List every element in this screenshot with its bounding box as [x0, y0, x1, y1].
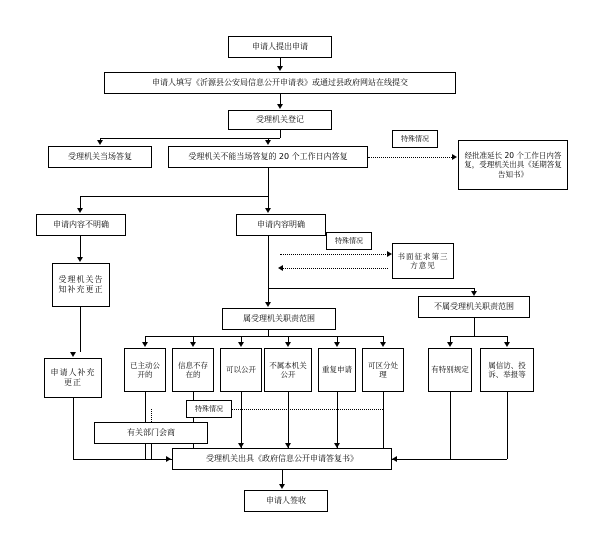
annotation-special-case-2: 特殊情况 — [326, 232, 372, 250]
arrowhead-n1-n2 — [277, 66, 283, 71]
node-content-clear: 申请内容明确 — [236, 214, 326, 236]
bus-outside-duty-children — [450, 336, 507, 337]
annotation-special-case-1: 特殊情况 — [392, 130, 438, 148]
connector-n3-bus — [280, 130, 281, 138]
connector-consultation-vert — [151, 409, 152, 422]
arrowhead-special — [447, 342, 453, 347]
arrowhead-petition — [504, 342, 510, 347]
connector-clear-down — [268, 236, 269, 302]
connector-consultation-down — [151, 444, 152, 459]
arrowhead-reply-receipt — [279, 484, 285, 489]
connector-separable-consultation — [208, 409, 383, 410]
node-registration: 受理机关登记 — [228, 110, 332, 130]
connector-supplement-down — [73, 398, 74, 459]
connector-n5-extension — [368, 157, 452, 158]
bus-reply-split — [100, 138, 280, 139]
connector-notify-supplement — [80, 307, 81, 352]
connector-canpublish-down — [241, 392, 242, 448]
node-repeat-application: 重复申请 — [318, 348, 356, 392]
node-petition-complaint: 属信访、投诉、举报等 — [480, 348, 534, 392]
arrowhead-thirdparty-clear — [278, 265, 283, 271]
connector-unclear-notify — [80, 236, 81, 257]
connector-bus-clear — [268, 196, 269, 208]
arrowhead-notagency — [285, 342, 291, 347]
node-special-provision: 有特别规定 — [428, 348, 472, 392]
arrowhead-separable-reply — [392, 456, 397, 462]
node-applicant-receipt: 申请人签收 — [244, 490, 328, 512]
node-department-consultation: 有关部门会商 — [94, 422, 208, 444]
node-not-this-agency: 不属本机关公开 — [264, 348, 312, 392]
node-issue-reply-letter: 受理机关出具《政府信息公开申请答复书》 — [172, 448, 392, 470]
connector-thirdparty-clear-back — [280, 268, 388, 269]
connector-bus-unclear — [80, 196, 81, 208]
arrowhead-unclear-notify — [77, 257, 83, 262]
connector-repeat-down — [337, 392, 338, 448]
node-applicant-supplement: 申请人补充更正 — [44, 358, 102, 398]
node-20-working-days-reply: 受理机关不能当场答复的 20 个工作日内答复 — [168, 146, 368, 168]
node-onsite-reply: 受理机关当场答复 — [48, 146, 152, 168]
node-consult-third-party: 书面征求第三方意见 — [392, 243, 454, 279]
node-fill-form: 申请人填写《沂源县公安局信息公开申请表》或通过县政府网站在线提交 — [104, 72, 456, 94]
connector-notagency-down — [288, 392, 289, 448]
bus-content-split — [80, 196, 268, 197]
node-extension-notice: 经批准延长 20 个工作日内答复，受理机关出具《延期答复告知书》 — [458, 140, 568, 190]
node-applicant-submits: 申请人提出申请 — [228, 36, 332, 58]
connector-clear-to-outside — [268, 288, 474, 289]
arrowhead-separable — [380, 342, 386, 347]
arrowhead-canpublish — [238, 342, 244, 347]
node-already-published: 已主动公开的 — [124, 348, 166, 392]
arrowhead-bus-clear — [265, 208, 271, 213]
arrowhead-clear-within-duty — [265, 302, 271, 307]
arrowhead-bus-unclear — [77, 208, 83, 213]
arrowhead-notify-supplement — [70, 352, 76, 357]
node-can-publish: 可以公开 — [220, 348, 262, 392]
arrowhead-n5-extension — [452, 154, 457, 160]
arrowhead-published — [142, 342, 148, 347]
arrowhead-notexist — [190, 342, 196, 347]
arrowhead-supplement-reply — [166, 456, 171, 462]
node-info-not-exist: 信息不存在的 — [172, 348, 214, 392]
node-within-duty: 属受理机关职责范围 — [222, 308, 336, 330]
annotation-special-case-3: 特殊情况 — [186, 400, 232, 418]
node-separable-handling: 可区分处理 — [362, 348, 404, 392]
arrowhead-bus-onsite — [97, 140, 103, 145]
arrowhead-n2-n3 — [277, 104, 283, 109]
connector-petition-down — [507, 392, 508, 459]
node-outside-duty: 不属受理机关职责范围 — [418, 296, 530, 318]
node-content-unclear: 申请内容不明确 — [36, 214, 126, 236]
connector-clear-thirdparty-out — [280, 254, 388, 255]
bus-within-duty-children — [145, 336, 383, 337]
connector-outside-duty-down — [474, 318, 475, 336]
arrowhead-bus-20days — [265, 140, 271, 145]
connector-n2-n3 — [280, 94, 281, 104]
connector-reply-receipt — [282, 470, 283, 484]
node-notify-supplement: 受理机关告知补充更正 — [52, 263, 110, 307]
connector-n5-down — [268, 168, 269, 196]
bus-outside-to-reply — [398, 459, 507, 460]
arrowhead-repeat — [334, 342, 340, 347]
connector-special-down — [450, 392, 451, 459]
